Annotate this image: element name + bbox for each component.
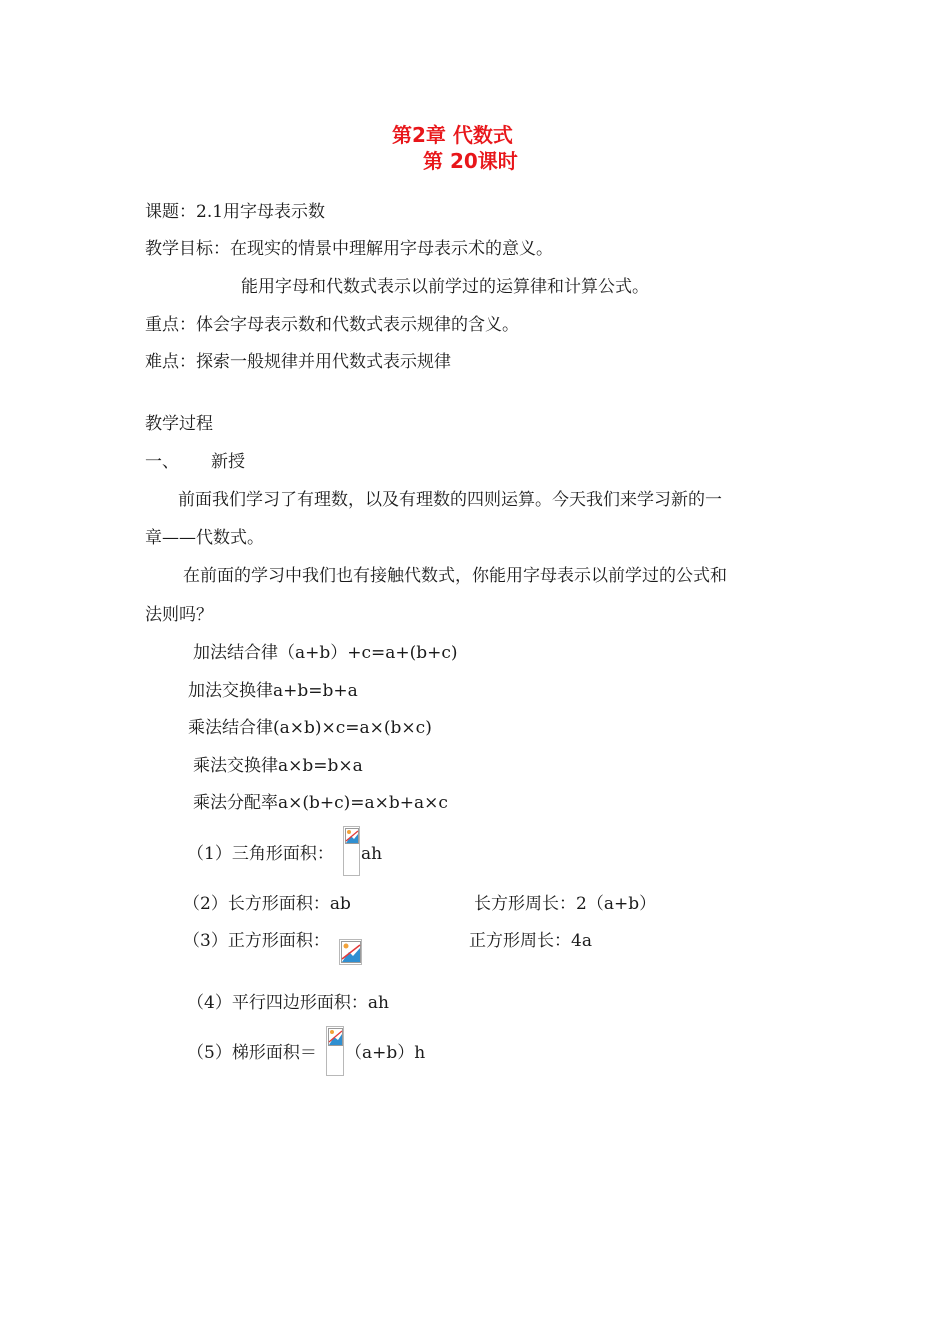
topic-line: 课题：2.1用字母表示数 xyxy=(145,202,326,222)
goal-line-1: 教学目标：在现实的情景中理解用字母表示术的意义。 xyxy=(145,239,553,259)
paragraph-1-line-2: 章——代数式。 xyxy=(145,528,264,548)
section-title: 新授 xyxy=(211,452,245,472)
broken-image-icon xyxy=(326,1026,344,1076)
section-number: 一、 xyxy=(145,452,179,472)
paragraph-1-line-1: 前面我们学习了有理数，以及有理数的四则运算。今天我们来学习新的一 xyxy=(178,490,722,510)
goal-line-2: 能用字母和代数式表示以前学过的运算律和计算公式。 xyxy=(241,277,649,297)
law-item: 乘法交换律a×b=b×a xyxy=(193,756,363,776)
broken-image-icon xyxy=(339,939,362,965)
broken-image-icon xyxy=(343,826,360,876)
formula-trapezoid-label: （5）梯形面积＝ xyxy=(187,1043,317,1063)
formula-square-perimeter: 正方形周长：4a xyxy=(469,931,592,951)
formula-triangle-label: （1）三角形面积： xyxy=(187,844,334,864)
formula-triangle-tail: ah xyxy=(361,844,383,864)
formula-rectangle-perimeter: 长方形周长：2（a+b） xyxy=(474,894,657,914)
paragraph-2-line-1: 在前面的学习中我们也有接触代数式，你能用字母表示以前学过的公式和 xyxy=(183,566,727,586)
difficulty-line: 难点：探索一般规律并用代数式表示规律 xyxy=(145,352,451,372)
process-heading: 教学过程 xyxy=(145,414,213,434)
key-point-line: 重点：体会字母表示数和代数式表示规律的含义。 xyxy=(145,315,519,335)
lesson-title: 第 20课时 xyxy=(423,149,518,173)
law-item: 乘法分配率a×(b+c)=a×b+a×c xyxy=(193,793,448,813)
formula-rectangle-area: （2）长方形面积：ab xyxy=(183,894,351,914)
formula-square-area: （3）正方形面积： xyxy=(183,931,330,951)
formula-parallelogram-area: （4）平行四边形面积：ah xyxy=(187,993,389,1013)
law-item: 加法交换律a+b=b+a xyxy=(188,681,358,701)
law-item: 乘法结合律(a×b)×c=a×(b×c) xyxy=(188,718,432,738)
paragraph-2-line-2: 法则吗？ xyxy=(145,605,213,625)
law-item: 加法结合律（a+b）+c=a+(b+c) xyxy=(193,643,458,663)
chapter-title: 第2章 代数式 xyxy=(392,123,513,147)
formula-trapezoid-tail: （a+b）h xyxy=(345,1043,426,1063)
